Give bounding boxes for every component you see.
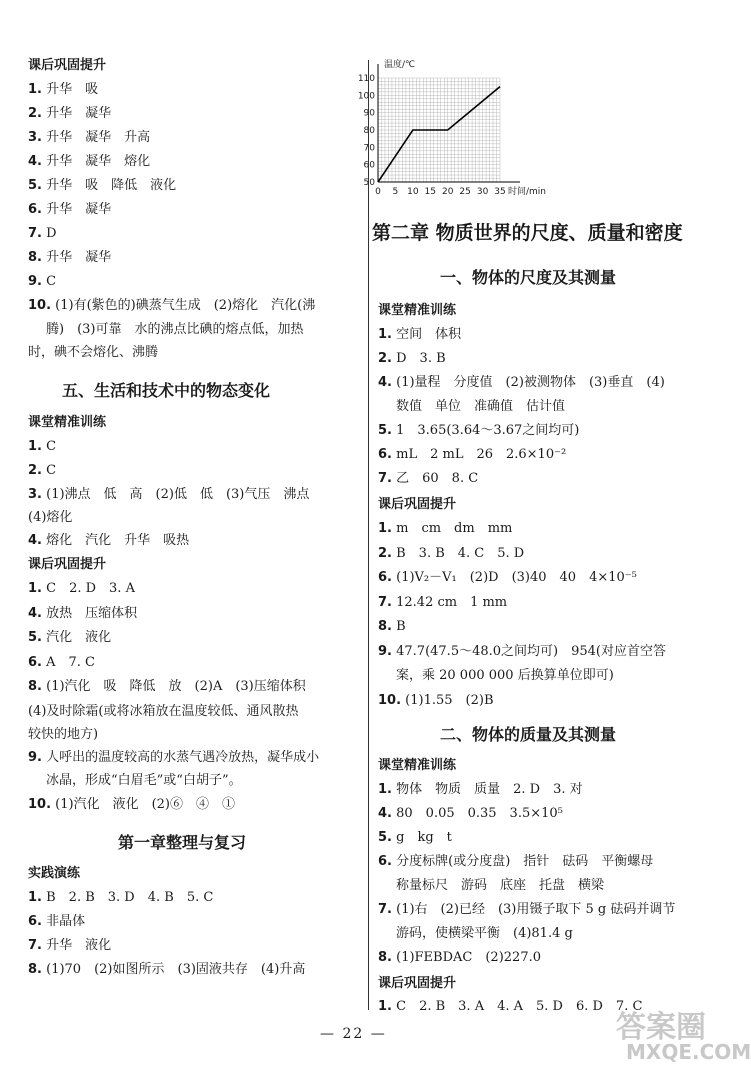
answer-item: 1. C 2. B 3. A 4. A 5. D 6. D 7. C [378, 999, 643, 1014]
section-title: 课后巩固提升 [28, 58, 107, 73]
answer-item: 4. 80 0.05 0.35 3.5×10⁵ [378, 806, 563, 821]
y-tick-label: 50 [363, 178, 375, 188]
section-title: 课后巩固提升 [28, 557, 107, 572]
section-heading: 第一章整理与复习 [118, 833, 247, 852]
answer-item: 9. C [28, 274, 57, 289]
section-heading: 一、物体的尺度及其测量 [440, 268, 617, 287]
answer-item: 7. 升华 液化 [28, 938, 112, 953]
x-tick-label: 10 [407, 187, 419, 197]
x-tick-label: 25 [459, 187, 471, 197]
x-tick-label: 20 [441, 187, 454, 197]
answer-continuation: 时，碘不会熔化、沸腾 [28, 345, 159, 360]
column-divider [368, 60, 369, 1010]
series-line [378, 87, 500, 182]
section-title: 课堂精准训练 [378, 758, 457, 773]
section-title: 课后巩固提升 [378, 976, 457, 991]
answer-item: 2. C [28, 463, 57, 478]
answer-item: 2. 升华 凝华 [28, 106, 112, 121]
section-title: 课堂精准训练 [28, 415, 107, 430]
answer-item: 1. C 2. D 3. A [28, 581, 135, 596]
temperature-time-chart [357, 58, 662, 198]
answer-item: 9. 47.7(47.5～48.0之间均可) 954(对应首空答 [378, 643, 666, 659]
y-tick-label: 60 [363, 160, 375, 171]
answer-item: 6. (1)V₂－V₁ (2)D (3)40 40 4×10⁻⁵ [378, 570, 637, 585]
section-title: 课后巩固提升 [378, 497, 457, 512]
answer-item: 2. D 3. B [378, 351, 446, 366]
x-tick-label: 0 [375, 187, 381, 197]
answer-item: 4. (1)量程 分度值 (2)被测物体 (3)垂直 (4) [378, 375, 665, 390]
x-tick-label: 30 [476, 187, 489, 197]
answer-continuation: 较快的地方) [28, 727, 99, 742]
answer-continuation: (4)及时除霜(或将冰箱放在温度较低、通风散热 [28, 704, 299, 719]
page-number: — 22 — [320, 1026, 387, 1042]
answer-continuation: 数值 单位 准确值 估计值 [396, 399, 566, 414]
answer-item: 3. 升华 凝华 升高 [28, 130, 151, 145]
answer-item: 4. 放热 压缩体积 [28, 605, 138, 621]
answer-item: 10. (1)汽化 液化 (2)⑥ ④ ① [28, 797, 236, 812]
answer-continuation: 冰晶，形成“白眉毛”或“白胡子”。 [46, 773, 242, 788]
answer-item: 7. D [28, 226, 57, 241]
answer-item: 8. B [378, 619, 406, 634]
answer-item: 5. 1 3.65(3.64～3.67之间均可) [378, 423, 580, 438]
y-axis-label: 温度/℃ [384, 60, 416, 70]
answer-item: 3. (1)沸点 低 高 (2)低 低 (3)气压 沸点 [28, 487, 310, 502]
answer-item: 5. g kg t [378, 830, 452, 845]
answer-item: 1. 物体 物质 质量 2. D 3. 对 [378, 782, 583, 797]
answer-item: 8. 升华 凝华 [28, 250, 112, 265]
answer-item: 8. (1)FEBDAC (2)227.0 [378, 950, 541, 965]
answer-item: 1. 空间 体积 [378, 327, 462, 342]
answer-continuation: (4)熔化 [28, 510, 73, 525]
section-title: 实践演练 [28, 866, 81, 881]
answer-item: 8. (1)70 (2)如图所示 (3)固液共存 (4)升高 [28, 962, 306, 977]
answer-item: 6. A 7. C [28, 654, 95, 670]
answer-item: 5. 汽化 液化 [28, 630, 112, 645]
x-tick-label: 5 [392, 187, 399, 197]
answer-item: 1. C [28, 439, 57, 454]
answer-item: 1. 升华 吸 [28, 82, 99, 97]
y-tick-label: 110 [357, 74, 375, 84]
x-tick-label: 35 [494, 187, 506, 197]
answer-item: 7. 12.42 cm 1 mm [378, 594, 508, 610]
answer-item: 6. mL 2 mL 26 2.6×10⁻² [378, 447, 567, 462]
answer-item: 6. 非晶体 [28, 914, 86, 929]
watermark-url: MXQE.COM [626, 1040, 751, 1064]
answer-item: 8. (1)汽化 吸 降低 放 (2)A (3)压缩体积 [28, 679, 306, 694]
x-tick-label: 15 [424, 187, 437, 197]
y-tick-label: 100 [357, 91, 375, 102]
answer-continuation: 腾) (3)可靠 水的沸点比碘的熔点低，加热 [46, 322, 304, 337]
answer-item: 7. (1)右 (2)已经 (3)用镊子取下 5 g 砝码并调节 [378, 902, 676, 917]
answer-item: 2. B 3. B 4. C 5. D [378, 545, 525, 561]
answer-item: 7. 乙 60 8. C [378, 471, 479, 486]
section-heading: 二、物体的质量及其测量 [440, 725, 617, 744]
answer-item: 5. 升华 吸 降低 液化 [28, 178, 177, 193]
answer-continuation: 游码，使横梁平衡 (4)81.4 g [396, 926, 573, 941]
answer-item: 6. 分度标牌(或分度盘) 指针 砝码 平衡螺母 [378, 854, 654, 869]
answer-item: 4. 熔化 汽化 升华 吸热 [28, 533, 190, 548]
answer-continuation: 案，乘 20 000 000 后换算单位即可) [396, 668, 614, 683]
answer-item: 6. 升华 凝华 [28, 202, 112, 217]
answer-item: 1. B 2. B 3. D 4. B 5. C [28, 890, 214, 905]
answer-item: 1. m cm dm mm [378, 521, 513, 536]
section-heading: 五、生活和技术中的物态变化 [62, 381, 271, 400]
y-tick-label: 80 [363, 126, 375, 136]
answer-item: 10. (1)1.55 (2)B [378, 692, 494, 708]
x-axis-label: 时间/min [508, 187, 547, 197]
answer-item: 10. (1)有(紫色的)碘蒸气生成 (2)熔化 汽化(沸 [28, 298, 316, 313]
answer-item: 4. 升华 凝华 熔化 [28, 154, 151, 169]
answer-item: 9. 人呼出的温度较高的水蒸气遇冷放热，凝华成小 [28, 750, 320, 765]
chapter-title: 第二章 物质世界的尺度、质量和密度 [372, 222, 683, 244]
watermark-logo: 答案圈 [616, 1010, 706, 1045]
y-tick-label: 70 [363, 143, 375, 154]
section-title: 课堂精准训练 [378, 303, 457, 318]
answer-continuation: 称量标尺 游码 底座 托盘 横梁 [396, 878, 605, 893]
y-tick-label: 90 [363, 108, 375, 119]
